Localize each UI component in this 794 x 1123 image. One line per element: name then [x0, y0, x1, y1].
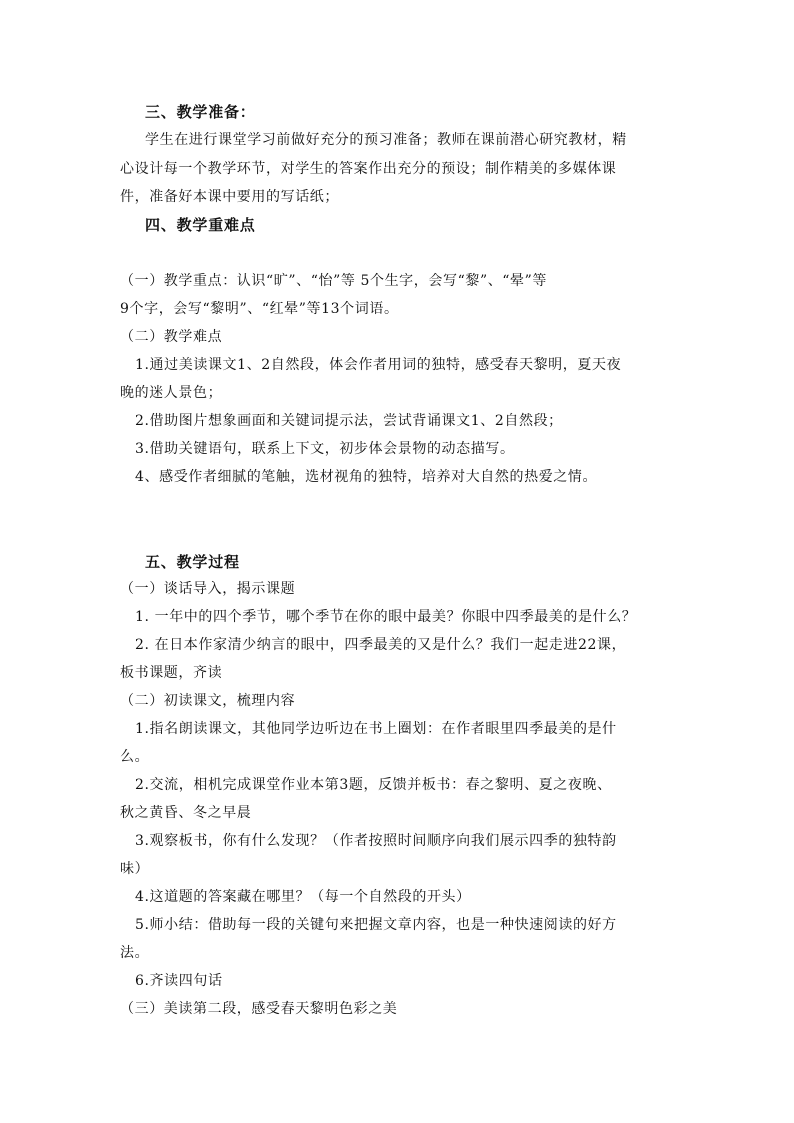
list-item: 5.师小结：借助每一段的关键句来把握文章内容，也是一种快速阅读的好方	[135, 917, 617, 933]
paragraph-line: 件，准备好本课中要用的写话纸；	[120, 189, 339, 205]
list-item-continuation: 么。	[120, 749, 150, 765]
paragraph-line: （一）教学重点：认识“旷”、“怡”等 5个生字，会写“黎”、“晕”等	[120, 273, 548, 289]
list-item: 2.借助图片想象画面和关键词提示法，尝试背诵课文1、2自然段；	[135, 413, 563, 429]
list-item: 4、感受作者细腻的笔触，选材视角的独特，培养对大自然的热爱之情。	[135, 469, 598, 485]
list-item-continuation: 法。	[120, 945, 150, 961]
sub-heading: （一）谈话导入，揭示课题	[120, 581, 296, 597]
list-item-continuation: 晚的迷人景色；	[120, 385, 223, 401]
section-5-heading: 五、教学过程	[145, 553, 240, 571]
list-item: 1.通过美读课文1、2自然段，体会作者用词的独特，感受春天黎明，夏天夜	[135, 357, 622, 373]
list-item-continuation: 秋之黄昏、冬之早晨	[120, 805, 252, 821]
section-3-heading: 三、教学准备：	[145, 103, 256, 121]
list-item: 6.齐读四句话	[135, 973, 223, 989]
list-item: 1. 一年中的四个季节，哪个季节在你的眼中最美？你眼中四季最美的是什么？	[135, 609, 637, 625]
list-item-continuation: 味）	[120, 861, 150, 877]
sub-heading: （三）美读第二段，感受春天黎明色彩之美	[120, 1001, 398, 1017]
list-item: 2. 在日本作家清少纳言的眼中，四季最美的又是什么？我们一起走进22课，	[135, 637, 627, 653]
list-item-continuation: 板书课题，齐读	[120, 665, 223, 681]
list-item: 4.这道题的答案藏在哪里？（每一个自然段的开头）	[135, 889, 471, 905]
section-4-heading: 四、教学重难点	[145, 216, 256, 234]
sub-heading: （二）初读课文，梳理内容	[120, 693, 296, 709]
paragraph-line: 心设计每一个教学环节，对学生的答案作出充分的预设；制作精美的多媒体课	[120, 161, 617, 177]
paragraph-line: 学生在进行课堂学习前做好充分的预习准备；教师在课前潜心研究教材，精	[145, 132, 627, 148]
sub-heading: （二）教学难点	[120, 329, 223, 345]
list-item: 2.交流，相机完成课堂作业本第3题，反馈并板书：春之黎明、夏之夜晚、	[135, 777, 612, 793]
paragraph-line: 9个字，会写“黎明”、“红晕”等13个词语。	[120, 301, 399, 317]
list-item: 3.借助关键语句，联系上下文，初步体会景物的动态描写。	[135, 441, 515, 457]
list-item: 1.指名朗读课文，其他同学边听边在书上圈划：在作者眼里四季最美的是什	[135, 721, 617, 737]
list-item: 3.观察板书，你有什么发现？（作者按照时间顺序向我们展示四季的独特韵	[135, 833, 617, 849]
